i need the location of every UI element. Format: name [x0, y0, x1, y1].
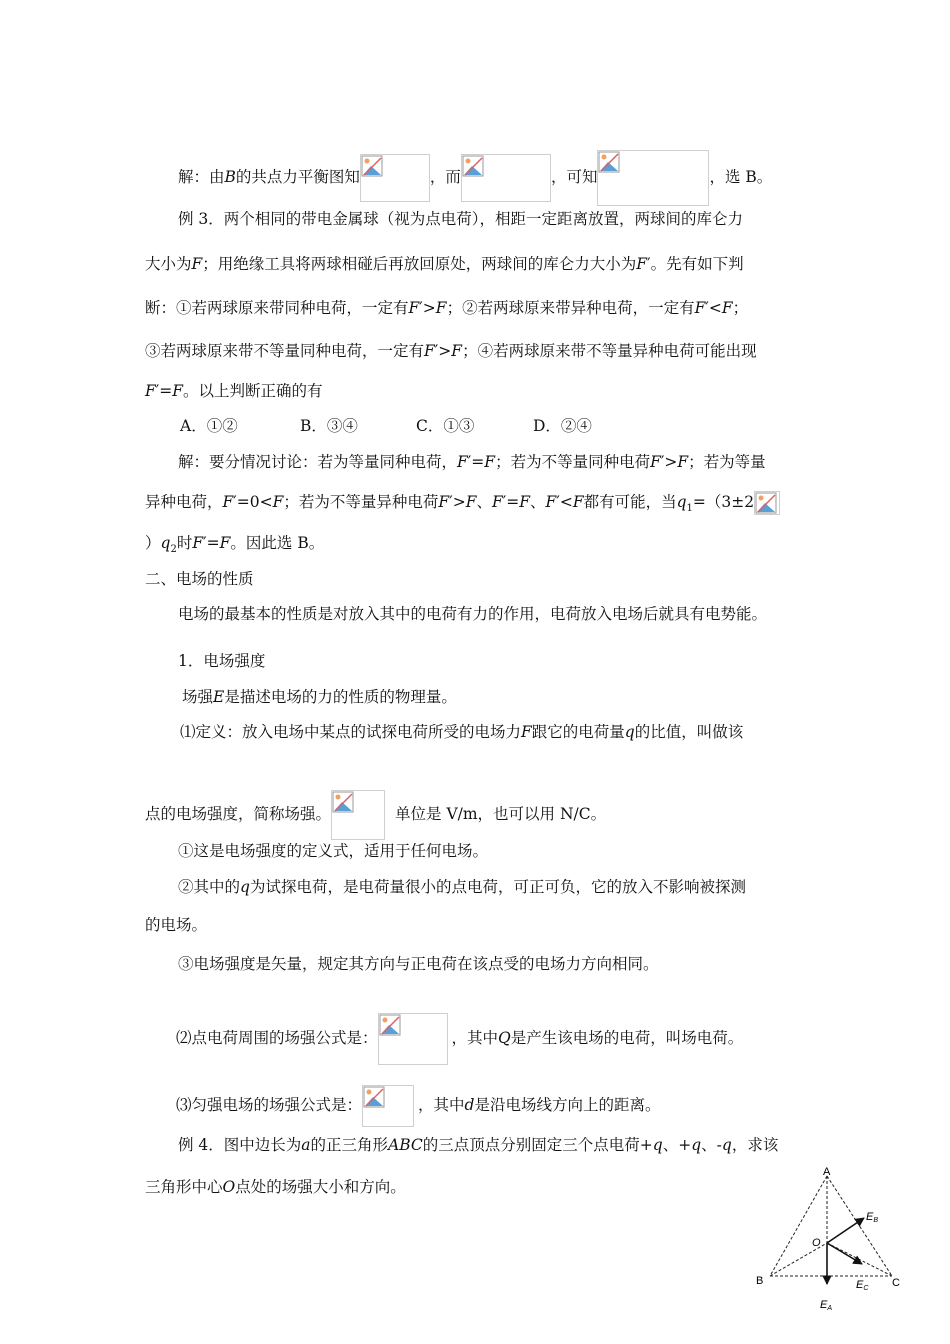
uniform-field-formula-line: ⑶匀强电场的场强公式是： ，其中d是沿电场线方向上的距离。 — [176, 1085, 660, 1127]
subsection-heading: 1．电场强度 — [178, 652, 266, 670]
broken-image-icon — [755, 492, 777, 514]
formula-image — [754, 491, 780, 515]
example-3-line: F′=F。以上判断正确的有 — [145, 382, 323, 400]
note-2: ②其中的q为试探电荷，是电荷量很小的点电荷，可正可负，它的放入不影响被探测 — [178, 878, 746, 896]
solution-3-line: ）$q_2$时F′=F。因此选 B。 — [145, 534, 325, 556]
example-4-line: 三角形中心O点处的场强大小和方向。 — [145, 1178, 406, 1196]
option-c: C．①③ — [416, 417, 475, 435]
note-2-cont: 的电场。 — [145, 916, 208, 934]
solution-3-line: 异种电荷，F′=0<F；若为不等量异种电荷F′>F、F′=F、F′<F都有可能，当$q_1=(3\pm 2$ — [145, 491, 780, 520]
paragraph: 场强E是描述电场的力的性质的物理量。 — [182, 688, 457, 706]
example-3-line: 例 3．两个相同的带电金属球（视为点电荷），相距一定距离放置，两球间的库仑力 — [178, 210, 744, 228]
label-o: O — [812, 1237, 821, 1249]
formula-image — [360, 154, 430, 202]
label-ec: EC — [856, 1279, 869, 1292]
example-3-line: 断：①若两球原来带同种电荷，一定有F′>F；②若两球原来带异种电荷，一定有F′<F； — [145, 299, 749, 317]
broken-image-icon — [462, 155, 484, 177]
formula-image — [461, 154, 551, 202]
broken-image-icon — [332, 791, 354, 813]
solution-line: 解：由B的共点力平衡图知 ，而 ，可知 ，选 B。 — [178, 150, 772, 206]
example-3-line: ③若两球原来带不等量同种电荷，一定有F′>F；④若两球原来带不等量异种电荷可能出现 — [145, 342, 757, 360]
section-intro: 电场的最基本的性质是对放入其中的电荷有力的作用，电荷放入电场后就具有电势能。 — [178, 605, 768, 623]
definition-line: ⑴定义：放入电场中某点的试探电荷所受的电场力F跟它的电荷量q的比值，叫做该 — [180, 723, 744, 741]
field-vector-eb — [827, 1218, 864, 1243]
label-c: C — [892, 1277, 900, 1289]
label-ea: EA — [820, 1299, 833, 1312]
note-1: ①这是电场强度的定义式，适用于任何电场。 — [178, 842, 489, 860]
example-3-line: 大小为F；用绝缘工具将两球相碰后再放回原处，两球间的库仑力大小为F′。先有如下判 — [145, 255, 744, 273]
formula-image — [378, 1013, 448, 1065]
formula-image — [597, 150, 709, 206]
triangle-side-ab — [770, 1176, 827, 1276]
definition-line: 点的电场强度，简称场强。 单位是 V/m，也可以用 N/C。 — [145, 790, 606, 840]
point-charge-formula-line: ⑵点电荷周围的场强公式是： ，其中Q是产生该电场的电荷，叫场电荷。 — [176, 1013, 743, 1065]
label-a: A — [823, 1166, 831, 1178]
triangle-field-diagram — [752, 1166, 912, 1314]
triangle-side-ac — [827, 1176, 892, 1276]
broken-image-icon — [379, 1014, 401, 1036]
field-vector-ec — [827, 1243, 862, 1264]
broken-image-icon — [363, 1086, 385, 1108]
formula-image — [331, 790, 385, 840]
option-d: D．②④ — [533, 417, 592, 435]
option-a: A．①② — [180, 417, 238, 435]
label-eb: EB — [866, 1211, 879, 1224]
solution-3-line: 解：要分情况讨论：若为等量同种电荷，F′=F；若为不等量同种电荷F′>F；若为等量 — [178, 453, 766, 471]
example-4-line: 例 4．图中边长为a的正三角形ABC的三点顶点分别固定三个点电荷+q、+q、-q，求该 — [178, 1136, 779, 1154]
label-b: B — [756, 1275, 764, 1287]
formula-image — [362, 1085, 414, 1127]
option-b: B．③④ — [300, 417, 358, 435]
broken-image-icon — [598, 151, 620, 173]
note-3: ③电场强度是矢量，规定其方向与正电荷在该点受的电场力方向相同。 — [178, 955, 659, 973]
broken-image-icon — [361, 155, 383, 177]
section-title: 二、电场的性质 — [145, 570, 254, 588]
